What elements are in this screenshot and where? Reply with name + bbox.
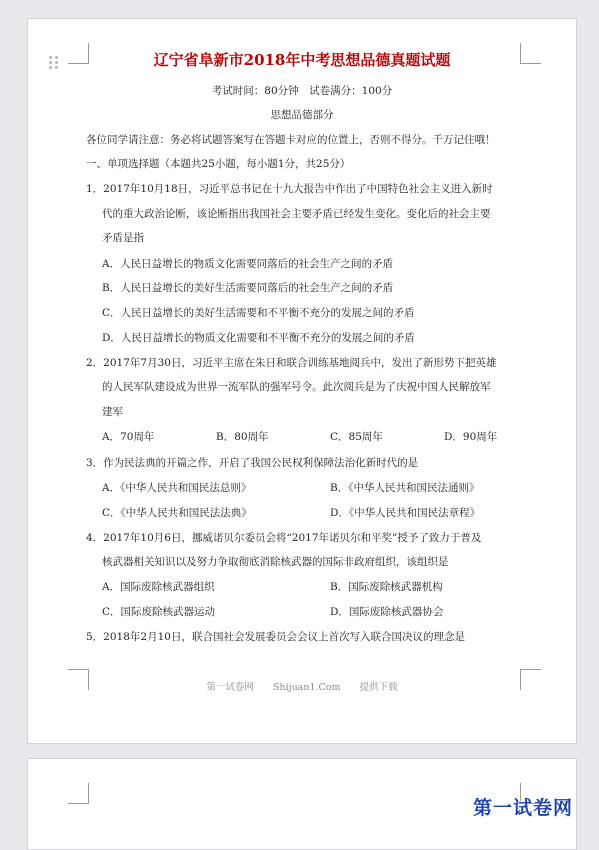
q1-option-b: B．人民日益增长的美好生活需要同落后的社会生产之间的矛盾 [102, 282, 394, 294]
q1-stem-line-1: 1．2017年10月18日，习近平总书记在十九大报告中作出了中国特色社会主义进入新时 [86, 183, 493, 195]
q1-option-d: D．人民日益增长的物质文化需要和不平衡不充分的发展之间的矛盾 [102, 332, 415, 344]
q2-option-a: A．70周年 [102, 431, 155, 443]
q3-stem-line-1: 3．作为民法典的开篇之作，开启了我国公民权利保障法治化新时代的是 [86, 457, 419, 469]
q1-option-a: A．人民日益增长的物质文化需要同落后的社会生产之间的矛盾 [102, 258, 394, 270]
q2-option-d: D．90周年 [444, 431, 498, 443]
q2-option-c: C．85周年 [330, 431, 383, 443]
section-title: 思想品德部分 [270, 109, 334, 121]
q3-option-d: D．《中华人民共和国民法章程》 [330, 507, 481, 519]
q3-option-a: A．《中华人民共和国民法总则》 [102, 482, 252, 494]
document-title: 辽宁省阜新市2018年中考思想品德真题试题 [153, 51, 451, 69]
q2-stem-line-1: 2．2017年7月30日，习近平主席在朱日和联合训练基地阅兵中，发出了新形势下把英雄 [86, 357, 497, 369]
part-heading: 一、单项选择题（本题共25小题，每小题1分，共25分） [86, 158, 351, 170]
q4-option-c: C．国际废除核武器运动 [102, 606, 216, 618]
q1-stem-line-3: 矛盾是指 [102, 232, 144, 244]
q4-stem-line-2: 核武器相关知识以及努力争取彻底消除核武器的国际非政府组织，该组织是 [102, 556, 449, 568]
q5-stem-line-1: 5．2018年2月10日，联合国社会发展委员会会议上首次写入联合国决议的理念是 [86, 631, 465, 643]
site-watermark: 第一试卷网 [473, 797, 574, 819]
q2-stem-line-3: 建军 [102, 406, 123, 418]
document-page-1 [27, 18, 577, 744]
margin-corner-mark [68, 783, 89, 804]
notice-text: 各位同学请注意：务必将试题答案写在答题卡对应的位置上，否则不得分。千万记住哦！ [86, 134, 496, 146]
q4-option-b: B．国际废除核武器机构 [330, 581, 443, 593]
q4-stem-line-1: 4．2017年10月6日，挪威诺贝尔委员会将“2017年诺贝尔和平奖”授予了致力于普及 [86, 532, 482, 544]
q1-stem-line-2: 代的重大政治论断，该论断指出我国社会主要矛盾已经发生变化。变化后的社会主要 [102, 208, 491, 220]
footer-site-name: 第一试卷网 [206, 682, 254, 693]
exam-info: 考试时间：80分钟 试卷满分：100分 [211, 85, 393, 97]
q3-option-b: B．《中华人民共和国民法通则》 [330, 482, 480, 494]
q1-option-c: C．人民日益增长的美好生活需要和不平衡不充分的发展之间的矛盾 [102, 307, 415, 319]
q2-option-b: B．80周年 [216, 431, 269, 443]
q3-option-c: C．《中华人民共和国民法法典》 [102, 507, 252, 519]
page-footer [28, 679, 576, 693]
q4-option-d: D．国际废除核武器协会 [330, 606, 444, 618]
q2-stem-line-2: 的人民军队建设成为世界一流军队的强军号令。此次阅兵是为了庆祝中国人民解放军 [102, 381, 491, 393]
footer-site-url: Shijuan1.Com [272, 682, 341, 693]
q4-option-a: A．国际废除核武器组织 [102, 581, 215, 593]
footer-download-text: 提供下载 [359, 682, 398, 693]
